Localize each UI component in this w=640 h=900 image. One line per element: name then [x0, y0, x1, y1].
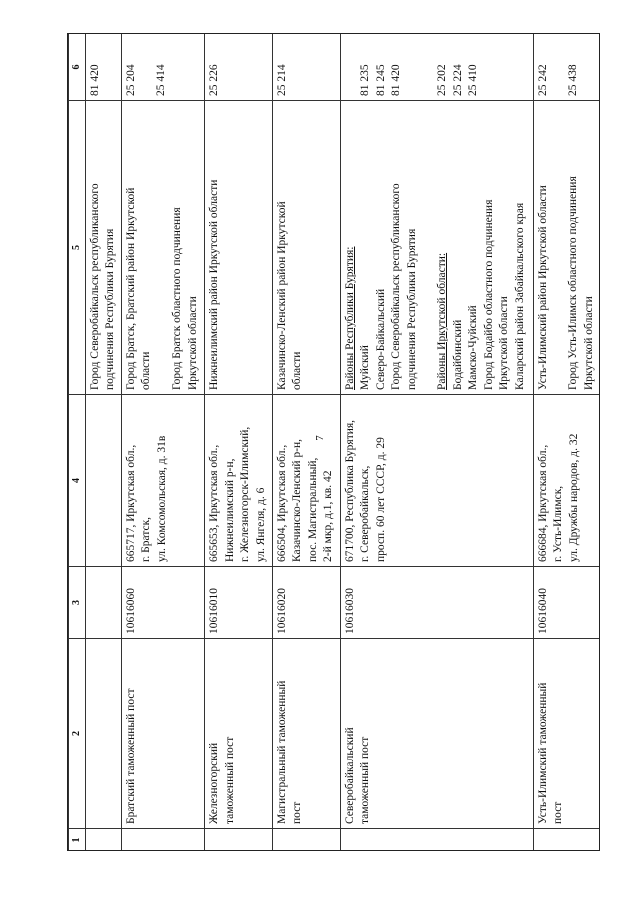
cell-regions [121, 101, 204, 395]
block-gap [551, 38, 566, 96]
table-row [121, 34, 204, 852]
okato-code: 25 438 [567, 64, 580, 96]
column-header: 1 [69, 829, 86, 852]
cell-post [340, 639, 533, 829]
cell-index [85, 829, 121, 852]
region-line: Муйский [359, 345, 372, 390]
region-line: Город Северобайкальск республиканского [88, 183, 101, 390]
okato-code: 25 224 [451, 64, 464, 96]
post-code: 10616030 [343, 588, 356, 634]
block-gap [420, 105, 435, 390]
okato-code: 25 202 [436, 64, 449, 96]
table-row [272, 34, 340, 852]
post-name-line: Братский таможенный пост [124, 688, 137, 824]
region-line: Усть-Илимский район Иркутской области [536, 185, 549, 390]
column-header: 5 [69, 101, 86, 395]
post-name-line: таможенный пост [359, 736, 372, 824]
cell-post [121, 639, 204, 829]
cell-post [533, 639, 600, 829]
data-table [68, 33, 600, 851]
cell-address [204, 395, 272, 567]
cell-address [533, 395, 600, 567]
cell-regions [533, 101, 600, 395]
address-line: 2-й мкр, д.1, кв. 42 [322, 470, 335, 562]
cell-okato [340, 34, 533, 101]
okato-code: 81 245 [374, 64, 387, 96]
cell-index [340, 829, 533, 852]
cell-address [340, 395, 533, 567]
post-code: 10616060 [124, 588, 137, 634]
region-line: Город Северобайкальск республиканского [390, 183, 403, 390]
region-line: Город Братск областного подчинения [170, 207, 183, 390]
cell-index [204, 829, 272, 852]
post-name-line: Железногорский [207, 742, 220, 824]
region-line: Иркутской области [186, 296, 199, 390]
okato-code: 25 410 [467, 64, 480, 96]
okato-code: 81 420 [88, 64, 101, 96]
cell-index [533, 829, 600, 852]
customs-posts-table [67, 33, 600, 851]
cell-index [272, 829, 340, 852]
okato-code: 25 414 [155, 64, 168, 96]
block-gap [155, 105, 170, 390]
address-line: Нижнеилимский р-н, [223, 458, 236, 562]
block-gap [551, 105, 566, 390]
region-heading: Районы Иркутской области: [436, 252, 449, 390]
cell-code [85, 567, 121, 639]
cell-regions [204, 101, 272, 395]
cell-address [272, 395, 340, 567]
cell-code [340, 567, 533, 639]
region-line: Бодайбинский [451, 319, 464, 390]
region-line: подчинения Республики Бурятия [405, 228, 418, 390]
region-line: области [291, 351, 304, 390]
cell-okato [121, 34, 204, 101]
post-code: 10616010 [207, 588, 220, 634]
table-row [204, 34, 272, 852]
address-line: ул. Комсомольская, д. 31в [155, 435, 168, 562]
address-line: 671700, Республика Бурятия, [343, 419, 356, 562]
column-header: 2 [69, 639, 86, 829]
post-name-line: таможенный пост [223, 736, 236, 824]
cell-address [85, 395, 121, 567]
region-line: Город Братск, Братский район Иркутской [124, 187, 137, 390]
okato-code [420, 38, 436, 96]
address-line: г. Усть-Илимск, [552, 485, 565, 562]
region-heading: Районы Республики Бурятия: [343, 246, 356, 390]
column-header: 3 [69, 567, 86, 639]
address-line: 665717, Иркутская обл., [124, 444, 137, 562]
cell-okato [204, 34, 272, 101]
rotated-table-content [68, 34, 600, 851]
post-name-line: Магистральный таможенный [275, 680, 288, 824]
region-line: Каларский район Забайкальского края [513, 202, 526, 390]
okato-code: 81 420 [390, 64, 403, 96]
address-line: Казачинско-Ленский р-н, [291, 438, 304, 562]
cell-okato [272, 34, 340, 101]
cell-okato [533, 34, 600, 101]
post-name-line: Усть-Илимский таможенный [536, 682, 549, 824]
region-line: области [140, 351, 153, 390]
cell-index [121, 829, 204, 852]
region-line: Мамско-Чуйский [467, 305, 480, 390]
address-line: г. Северобайкальск, [359, 465, 372, 562]
column-header-row [69, 34, 86, 852]
okato-code [343, 38, 359, 96]
region-line: Северо-Байкальский [374, 288, 387, 390]
cell-code [272, 567, 340, 639]
post-name-line: пост [291, 801, 304, 824]
post-code: 10616020 [275, 588, 288, 634]
okato-code: 25 214 [275, 64, 288, 96]
address-line: г. Братск, [140, 516, 153, 562]
table-row [340, 34, 533, 852]
address-line: 666504, Иркутская обл., [275, 444, 288, 562]
address-line: просп. 60 лет СССР, д. 29 [374, 437, 387, 562]
okato-code: 25 226 [207, 64, 220, 96]
post-name-line: пост [552, 801, 565, 824]
cell-regions [85, 101, 121, 395]
address-line: ул. Дружбы народов, д. 32 [567, 433, 580, 562]
cell-code [121, 567, 204, 639]
cell-code [533, 567, 600, 639]
cell-post [204, 639, 272, 829]
okato-code: 25 242 [536, 64, 549, 96]
address-line: пос. Магистральный, [306, 457, 319, 562]
block-gap [139, 38, 154, 96]
cell-okato [85, 34, 121, 101]
cell-code [204, 567, 272, 639]
post-code: 10616040 [536, 588, 549, 634]
cell-post [272, 639, 340, 829]
region-line: Город Усть-Илимск областного подчинения [567, 176, 580, 390]
region-line: подчинения Республики Бурятия [104, 228, 117, 390]
region-line: Город Бодайбо областного подчинения [482, 199, 495, 390]
region-line: Нижнеилимский район Иркутской области [207, 179, 220, 390]
page-number: 7 [314, 435, 326, 441]
cell-regions [272, 101, 340, 395]
address-line: 666684, Иркутская обл., [536, 444, 549, 562]
region-line: Иркутской области [498, 296, 511, 390]
cell-address [121, 395, 204, 567]
address-line: г. Железногорск-Илимский, [239, 426, 252, 562]
cell-regions [340, 101, 533, 395]
cell-post [85, 639, 121, 829]
post-name-line: Северобайкальский [343, 727, 356, 824]
column-header: 4 [69, 395, 86, 567]
block-gap [405, 38, 420, 96]
address-line: 665653, Иркутская обл., [207, 444, 220, 562]
okato-code: 25 204 [124, 64, 137, 96]
okato-code: 81 235 [359, 64, 372, 96]
table-row-continuation [85, 34, 121, 852]
region-line: Иркутской области [582, 296, 595, 390]
region-line: Казачинско-Ленский район Иркутской [275, 201, 288, 390]
column-header: 6 [69, 34, 86, 101]
table-row [533, 34, 600, 852]
address-line: ул. Янгеля, д. 6 [254, 487, 267, 562]
